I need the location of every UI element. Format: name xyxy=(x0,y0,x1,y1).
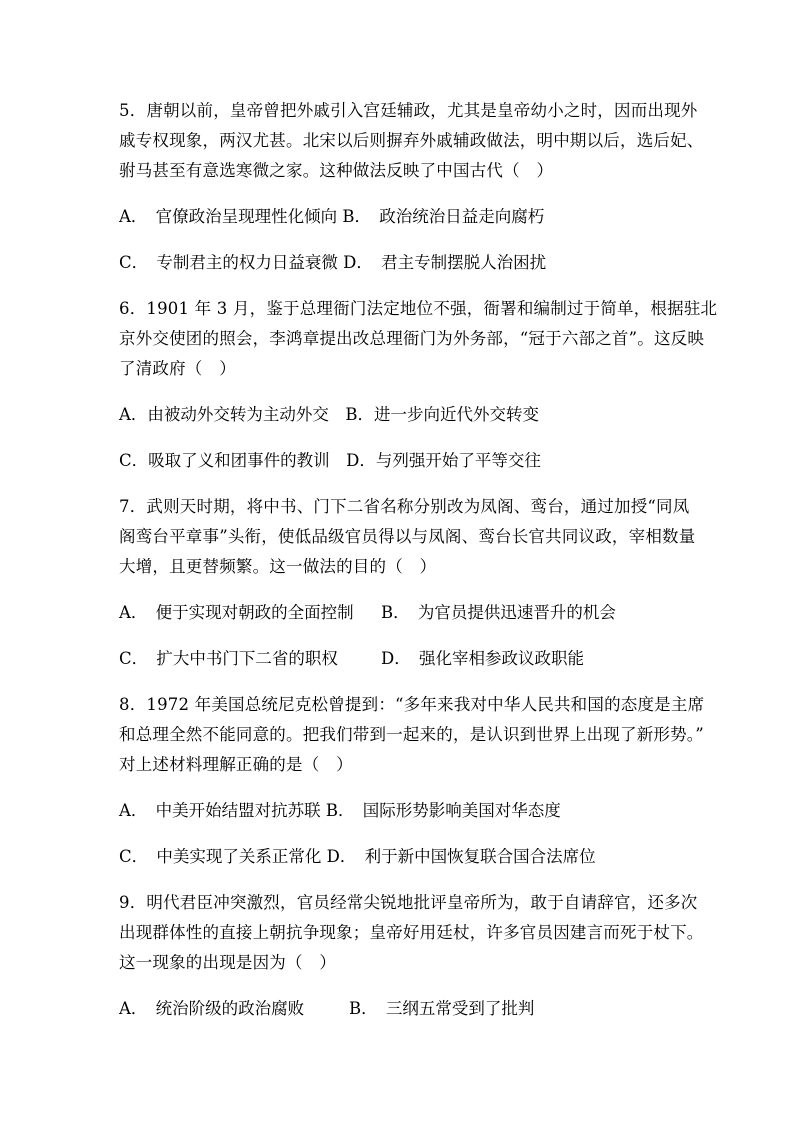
option-row: C．吸取了义和团事件的教训 D．与列强开始了平等交往 xyxy=(119,451,541,470)
option-row xyxy=(119,644,675,674)
question-7 xyxy=(119,492,696,582)
question-stem-line: 8．1972 年美国总统尼克松曾提到：“多年来我对中华人民共和国的态度是主席 xyxy=(119,695,705,714)
exam-page xyxy=(119,96,718,1040)
option-row: A． 官僚政治呈现理性化倾向 B． 政治统治日益走向腐朽 xyxy=(119,207,545,226)
option-row xyxy=(119,598,675,628)
question-5 xyxy=(119,96,704,186)
option-c: C． 扩大中书门下二省的职权 xyxy=(119,649,338,668)
question-stem-line: 戚专权现象，两汉尤甚。北宋以后则摒弃外戚辅政做法，明中期以后，选后妃、 xyxy=(119,131,704,150)
question-9 xyxy=(119,888,704,978)
question-stem-line: 和总理全然不能同意的。把我们带到一起来的，是认识到世界上出现了新形势。” xyxy=(119,725,704,744)
question-stem-line: 出现群体性的直接上朝抗争现象；皇帝好用廷杖，许多官员因建言而死于杖下。 xyxy=(119,923,704,942)
question-8 xyxy=(119,690,705,780)
question-stem-line: 对上述材料理解正确的是（ ） xyxy=(119,755,353,774)
option-row: A． 中美开始结盟对抗苏联 B． 国际形势影响美国对华态度 xyxy=(119,801,561,820)
question-6 xyxy=(119,294,718,384)
option-b: B． 为官员提供迅速晋升的机会 xyxy=(381,603,616,622)
option-row: C． 专制君主的权力日益衰微 D． 君主专制摆脱人治困扰 xyxy=(119,253,547,272)
question-stem-line: 了清政府（ ） xyxy=(119,359,236,378)
question-stem-line: 驸马甚至有意选寒微之家。这种做法反映了中国古代（ ） xyxy=(119,161,554,180)
option-b: B． 三纲五常受到了批判 xyxy=(349,999,535,1018)
question-stem-line: 7．武则天时期，将中书、门下二省名称分别改为凤阁、鸾台，通过加授“同凤 xyxy=(119,497,690,516)
option-row xyxy=(119,994,675,1024)
question-stem-line: 大增，且更替频繁。这一做法的目的（ ） xyxy=(119,557,437,576)
question-stem-line: 这一现象的出现是因为（ ） xyxy=(119,953,337,972)
option-d: D． 强化宰相参政议政职能 xyxy=(381,649,584,668)
question-stem-line: 9．明代君臣冲突激烈，官员经常尖锐地批评皇帝所为，敢于自请辞官，还多次 xyxy=(119,893,698,912)
question-stem-line: 阁鸾台平章事”头衔，使低品级官员得以与凤阁、鸾台长官共同议政，宰相数量 xyxy=(119,527,696,546)
option-row: A．由被动外交转为主动外交 B．进一步向近代外交转变 xyxy=(119,405,540,424)
question-stem-line: 6．1901 年 3 月，鉴于总理衙门法定地位不强，衙署和编制过于简单，根据驻北 xyxy=(119,299,718,318)
option-a: A． 便于实现对朝政的全面控制 xyxy=(119,603,354,622)
question-stem-line: 5．唐朝以前，皇帝曾把外戚引入宫廷辅政，尤其是皇帝幼小之时，因而出现外 xyxy=(119,101,698,120)
question-stem-line: 京外交使团的照会，李鸿章提出改总理衙门为外务部，“冠于六部之首”。这反映 xyxy=(119,329,705,348)
option-a: A． 统治阶级的政治腐败 xyxy=(119,999,305,1018)
option-row: C． 中美实现了关系正常化 D． 利于新中国恢复联合国合法席位 xyxy=(119,847,596,866)
